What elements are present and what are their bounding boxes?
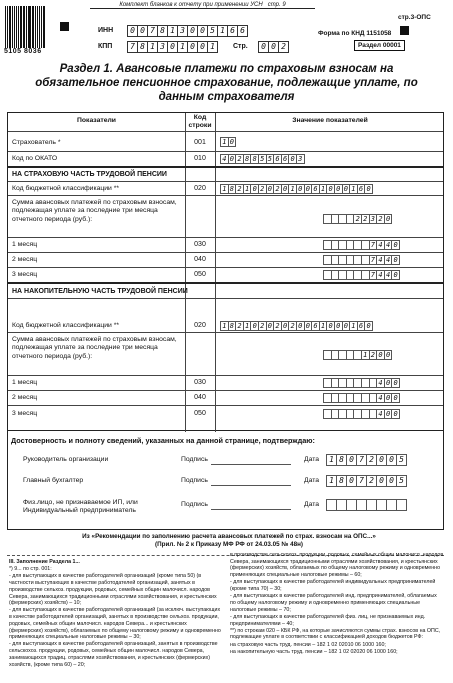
- month1-value-funded[interactable]: [323, 378, 399, 388]
- digit-cell: 1: [288, 184, 297, 194]
- column-header-value: Значение показателей: [292, 117, 368, 124]
- digit-cell: 0: [250, 184, 259, 194]
- notes-right-line: **) по строкам 020 – КБК РФ, на которые зачисляются суммы страх. взносов на ОПС, подлежащие уплате в соответствии с классификацией доходов бюджетов РФ:: [230, 627, 441, 641]
- digit-cell: 3: [177, 25, 188, 37]
- digit-cell: 4: [376, 409, 385, 419]
- digit-cell: 0: [127, 25, 138, 37]
- column-header-indicators: Показатели: [77, 117, 116, 124]
- digit-cell: 0: [268, 41, 279, 53]
- date-field-director[interactable]: [326, 454, 406, 466]
- barcode-icon: [5, 6, 45, 48]
- digit-cell: 2: [258, 321, 267, 331]
- digit-cell: 6: [273, 154, 282, 164]
- digit-cell: 8: [228, 184, 237, 194]
- form-number: Форма по КНД 1151058: [318, 30, 392, 37]
- digit-cell: 1: [243, 321, 252, 331]
- notes-left-line: - для выступающих в качестве работодателей организаций, занятых в производстве сельскохоз. продукции, родовых, семейных общин малочисл. народов Севера, занимающихся традиц. отраслями хозяйствования, и крестьянских (фермерских) хозяйств, (кроме типа 60) – 20;: [9, 641, 218, 668]
- digit-cell: 0: [167, 41, 178, 53]
- digit-cell: 4: [376, 378, 385, 388]
- digit-cell: 0: [326, 321, 335, 331]
- role-director: Руководитель организации: [23, 456, 109, 463]
- digit-cell: 5: [396, 454, 407, 466]
- corner-marker-icon: [60, 22, 69, 31]
- digit-cell: 2: [273, 321, 282, 331]
- digit-cell: 0: [386, 454, 397, 466]
- kpp-label: КПП: [98, 43, 113, 50]
- digit-cell: 6: [357, 321, 366, 331]
- insurer-code: 001: [194, 139, 206, 146]
- digit-cell: 2: [353, 214, 362, 224]
- digit-cell: 2: [366, 475, 377, 487]
- month3-code-insurance: 050: [194, 271, 206, 278]
- digit-cell: 0: [376, 475, 387, 487]
- sum-label-insurance: Сумма авансовых платежей по страховым взносам, подлежащая уплате за последние три месяца отчетного периода (руб.):: [12, 199, 177, 223]
- digit-cell: 8: [137, 41, 148, 53]
- digit-cell: 1: [326, 475, 337, 487]
- inn-field[interactable]: [127, 25, 247, 37]
- digit-cell: 0: [346, 454, 357, 466]
- digit-cell: 0: [342, 184, 351, 194]
- digit-cell: 1: [220, 321, 229, 331]
- kbk-value-insurance[interactable]: [220, 184, 372, 194]
- role-individual: Физ.лицо, не признаваемое ИП, или Индивидуальный предприниматель: [23, 499, 138, 515]
- digit-cell: 0: [391, 409, 400, 419]
- digit-cell: 2: [258, 184, 267, 194]
- month3-code-funded: 050: [194, 410, 206, 417]
- date-label-director: Дата: [304, 456, 320, 463]
- digit-cell: 1: [217, 25, 228, 37]
- digit-cell: 7: [369, 255, 378, 265]
- digit-cell: 4: [220, 154, 229, 164]
- sum-value-insurance[interactable]: [323, 214, 391, 224]
- digit-cell: 2: [366, 454, 377, 466]
- digit-cell: 6: [237, 25, 248, 37]
- digit-cell: 0: [391, 270, 400, 280]
- digit-cell: 1: [177, 41, 188, 53]
- column-header-code: Код строки: [188, 114, 212, 130]
- inn-label: ИНН: [98, 27, 114, 34]
- digit-cell: 0: [384, 393, 393, 403]
- digit-cell: 2: [235, 184, 244, 194]
- okato-label: Код по ОКАТО: [12, 155, 58, 162]
- digit-cell: 0: [326, 184, 335, 194]
- digit-cell: 1: [243, 184, 252, 194]
- digit-cell: 0: [384, 409, 393, 419]
- digit-cell: 2: [361, 214, 370, 224]
- digit-cell: 1: [220, 137, 229, 147]
- digit-cell: 0: [376, 454, 387, 466]
- page-field[interactable]: [258, 41, 288, 53]
- month3-label-funded: 3 месяц: [12, 410, 38, 417]
- month1-value-insurance[interactable]: [323, 240, 399, 250]
- digit-cell: 7: [356, 475, 367, 487]
- month1-label-insurance: 1 месяц: [12, 241, 38, 248]
- digit-cell: 0: [288, 154, 297, 164]
- notes-left-title: III. Заполнение Раздела 1...: [9, 559, 80, 565]
- digit-cell: 2: [369, 350, 378, 360]
- digit-cell: 7: [369, 270, 378, 280]
- kbk-label-funded: Код бюджетной классификации **: [12, 322, 120, 329]
- month2-value-insurance[interactable]: [323, 255, 399, 265]
- digit-cell: 3: [369, 214, 378, 224]
- digit-cell: 0: [304, 184, 313, 194]
- date-field-accountant[interactable]: [326, 475, 406, 487]
- page-id: стр.3-ОПС: [398, 14, 431, 21]
- digit-cell: 8: [336, 475, 347, 487]
- notes-right-line: - для выступающих в качестве работодателей инд. предпринимателей, облагаемых по общему налоговому режиму и одновременно применяющих специальные налоговые режимы – 70;: [230, 593, 437, 613]
- digit-cell: 0: [266, 321, 275, 331]
- okato-code: 010: [194, 155, 206, 162]
- top-caption: Комплект бланков к отчету при применении УСН стр. 9: [90, 2, 315, 9]
- barcode-number: 5105 8036: [4, 48, 42, 55]
- month2-code-funded: 040: [194, 394, 206, 401]
- digit-cell: 5: [396, 475, 407, 487]
- digit-cell: 0: [364, 321, 373, 331]
- notes-right-column: [230, 552, 444, 656]
- indicators-table: [7, 112, 444, 431]
- month2-label-insurance: 2 месяц: [12, 256, 38, 263]
- digit-cell: 4: [384, 255, 393, 265]
- digit-cell: 0: [228, 154, 237, 164]
- digit-cell: 7: [369, 240, 378, 250]
- digit-cell: 0: [187, 41, 198, 53]
- digit-cell: 5: [258, 154, 267, 164]
- digit-cell: 0: [386, 475, 397, 487]
- kbk-value-funded[interactable]: [220, 321, 372, 331]
- corner-marker-icon: [400, 26, 409, 35]
- digit-cell: 1: [220, 184, 229, 194]
- notes-right-line: на накопительную часть труд. пенсии – 182 1 02 02020 06 1000 160;: [230, 648, 398, 655]
- digit-cell: [396, 499, 407, 511]
- digit-cell: 1: [319, 321, 328, 331]
- digit-cell: 1: [207, 41, 218, 53]
- month1-label-funded: 1 месяц: [12, 379, 38, 386]
- notes-right-line: на страховую часть труд. пенсии – 182 1 02 02010 06 1000 160;: [230, 641, 386, 648]
- digit-cell: 0: [384, 214, 393, 224]
- month3-label-insurance: 3 месяц: [12, 271, 38, 278]
- digit-cell: 1: [349, 321, 358, 331]
- digit-cell: 0: [364, 184, 373, 194]
- notes-left-column: [9, 559, 221, 669]
- insurer-value[interactable]: [220, 137, 235, 147]
- month2-label-funded: 2 месяц: [12, 394, 38, 401]
- notes-left-line: - для выступающих в качестве работодателей организаций (за исключ. выступающих в качестве работодателей организаций, занятых в производстве сельхоз. продукции, родовых, семейных общин малочисл. народов Севера... и крестьянских (фермерских) хозяйств), облагаемых по общему налоговому режиму и одновременно применяющих специальные налоговые режимы – 30;: [9, 607, 221, 641]
- digit-cell: 5: [266, 154, 275, 164]
- digit-cell: 0: [391, 240, 400, 250]
- sum-label-funded: Сумма авансовых платежей по страховым взносам, подлежащая уплате за последние три месяца отчетного периода (руб.):: [12, 336, 177, 360]
- date-label-accountant: Дата: [304, 477, 320, 484]
- digit-cell: 0: [342, 321, 351, 331]
- digit-cell: 4: [376, 270, 385, 280]
- digit-cell: 0: [258, 41, 269, 53]
- month3-value-insurance[interactable]: [323, 270, 399, 280]
- digit-cell: 0: [281, 184, 290, 194]
- month2-code-insurance: 040: [194, 256, 206, 263]
- digit-cell: 0: [304, 321, 313, 331]
- digit-cell: 7: [147, 25, 158, 37]
- digit-cell: 2: [235, 154, 244, 164]
- month1-code-insurance: 030: [194, 241, 206, 248]
- digit-cell: 8: [250, 154, 259, 164]
- digit-cell: 0: [197, 25, 208, 37]
- digit-cell: 4: [376, 255, 385, 265]
- sum-value-funded[interactable]: [323, 350, 391, 360]
- date-field-individual[interactable]: [326, 499, 406, 511]
- digit-cell: 2: [273, 184, 282, 194]
- digit-cell: 8: [157, 25, 168, 37]
- digit-cell: 4: [376, 240, 385, 250]
- role-accountant: Главный бухгалтер: [23, 477, 84, 484]
- date-label-individual: Дата: [304, 501, 320, 508]
- digit-cell: 0: [228, 137, 237, 147]
- page-label: Стр.: [233, 43, 248, 50]
- kpp-field[interactable]: [127, 41, 217, 53]
- digit-cell: 0: [376, 350, 385, 360]
- kbk-code-insurance: 020: [194, 185, 206, 192]
- notes-heading: [14, 533, 444, 549]
- digit-cell: 6: [357, 184, 366, 194]
- digit-cell: 1: [147, 41, 158, 53]
- digit-cell: 1: [361, 350, 370, 360]
- insurer-label: Страхователь *: [12, 139, 61, 146]
- kbk-label-insurance: Код бюджетной классификации **: [12, 185, 120, 192]
- digit-cell: 8: [336, 454, 347, 466]
- digit-cell: 0: [187, 25, 198, 37]
- digit-cell: 4: [376, 393, 385, 403]
- okato-value[interactable]: [220, 154, 304, 164]
- kbk-code-funded: 020: [194, 322, 206, 329]
- digit-cell: 0: [281, 321, 290, 331]
- digit-cell: 1: [319, 184, 328, 194]
- digit-cell: 2: [278, 41, 289, 53]
- digit-cell: 1: [326, 454, 337, 466]
- digit-cell: 0: [197, 41, 208, 53]
- digit-cell: 6: [281, 154, 290, 164]
- digit-cell: 8: [228, 321, 237, 331]
- digit-cell: 0: [250, 321, 259, 331]
- notes-right-line: - для выступающих в качестве работодателей физ. лиц, не признаваемых инд. предпринимателями – 40;: [230, 613, 426, 627]
- notes-heading-line2: (Прил. № 2 к Приказу МФ РФ от 24.03.05 № 48н): [154, 541, 304, 548]
- digit-cell: 1: [349, 184, 358, 194]
- digit-cell: 0: [137, 25, 148, 37]
- insurance-part-heading: НА СТРАХОВУЮ ЧАСТЬ ТРУДОВОЙ ПЕНСИИ: [12, 171, 167, 178]
- digit-cell: 3: [296, 154, 305, 164]
- digit-cell: 6: [227, 25, 238, 37]
- digit-cell: 0: [334, 321, 343, 331]
- digit-cell: 4: [384, 270, 393, 280]
- month3-value-funded[interactable]: [323, 409, 399, 419]
- digit-cell: 0: [296, 321, 305, 331]
- digit-cell: 7: [127, 41, 138, 53]
- digit-cell: 1: [167, 25, 178, 37]
- month1-code-funded: 030: [194, 379, 206, 386]
- digit-cell: 4: [384, 240, 393, 250]
- sign-label-director: Подпись: [181, 456, 208, 463]
- month2-value-funded[interactable]: [323, 393, 399, 403]
- section-title: Раздел 1. Авансовые платежи по страховым взносам на обязательное пенсионное страхование, подлежащие уплате, по данным страхователя: [35, 63, 418, 103]
- notes-right-line: в производстве сельскохоз. продукции, родовых, семейных общин малочисл. народов Севера, занимающихся традиционными отраслями хозяйствования, и крестьянских (фермерских) хозяйств, облагаемых по общему налоговому режиму и одновременно применяющих специальные налоговые режимы – 60;: [230, 552, 444, 579]
- digit-cell: 2: [235, 321, 244, 331]
- notes-heading-line1: Из «Рекомендации по заполнению расчета авансовых платежей по страх. взносам на ОПС...»: [82, 533, 376, 540]
- digit-cell: 0: [384, 350, 393, 360]
- digit-cell: 6: [311, 321, 320, 331]
- digit-cell: 6: [311, 184, 320, 194]
- digit-cell: 8: [243, 154, 252, 164]
- notes-left-line: - для выступающих в качестве работодателей организаций (кроме типа 50) (в частности выступающих в качестве работодателей организаций, занятых в производстве сельхоз. продукции, родовых, семейных общин малочисл. народов Севера, занимающихся традиционными отраслями хозяйствования, и крестьянских (фермерских) хозяйств) – 10;: [9, 573, 217, 607]
- notes-right-line: - для выступающих в качестве работодателей индивидуальных предпринимателей (кроме типа 70) – 30;: [230, 579, 436, 593]
- digit-cell: 0: [346, 475, 357, 487]
- digit-cell: 0: [266, 184, 275, 194]
- digit-cell: 0: [334, 184, 343, 194]
- digit-cell: 0: [391, 255, 400, 265]
- digit-cell: 2: [288, 321, 297, 331]
- digit-cell: 3: [157, 41, 168, 53]
- funded-part-heading: НА НАКОПИТЕЛЬНУЮ ЧАСТЬ ТРУДОВОЙ ПЕНСИИ: [12, 288, 188, 295]
- digit-cell: 7: [356, 454, 367, 466]
- sign-label-individual: Подпись: [181, 501, 208, 508]
- digit-cell: 0: [296, 184, 305, 194]
- notes-left-line: *) 9... по стр. 001:: [9, 566, 52, 573]
- digit-cell: 0: [391, 378, 400, 388]
- sign-label-accountant: Подпись: [181, 477, 208, 484]
- confirmation-block: [7, 431, 444, 530]
- confirmation-heading: Достоверность и полноту сведений, указанных на данной странице, подтверждаю:: [11, 436, 315, 445]
- digit-cell: 2: [376, 214, 385, 224]
- section-box: Раздел 00001: [354, 40, 405, 51]
- digit-cell: 5: [207, 25, 218, 37]
- digit-cell: 0: [384, 378, 393, 388]
- digit-cell: 0: [391, 393, 400, 403]
